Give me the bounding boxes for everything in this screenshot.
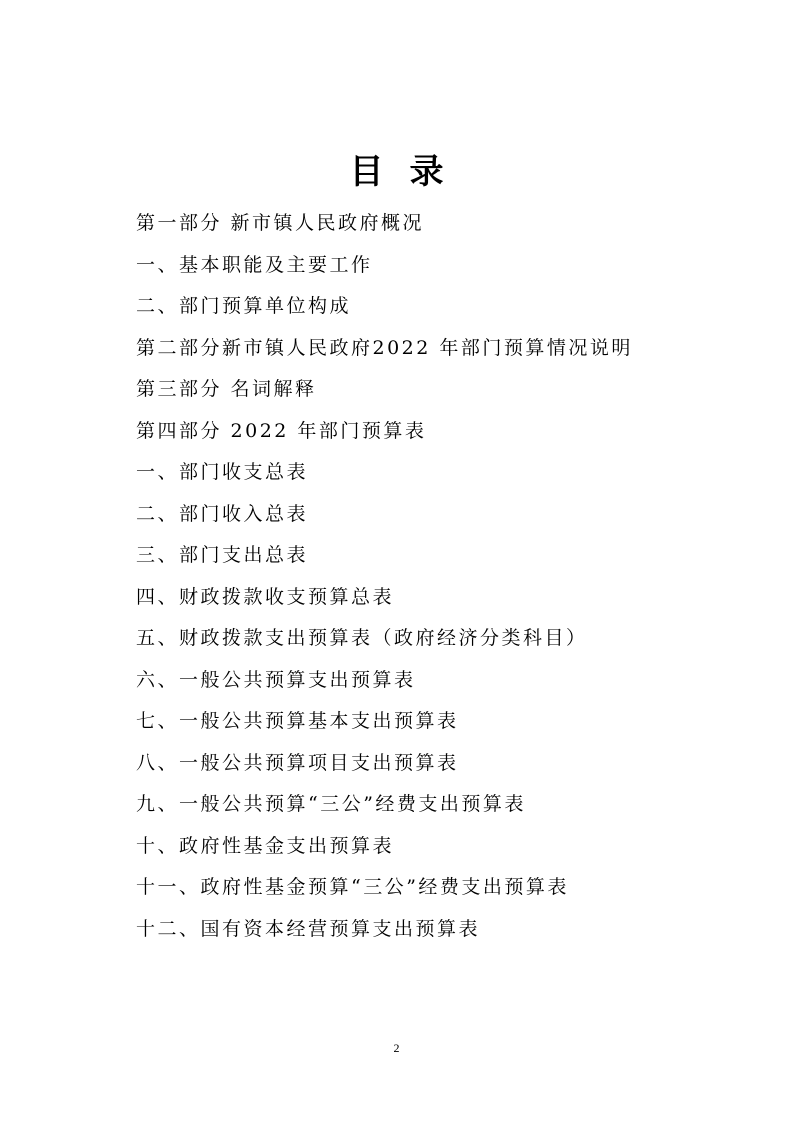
toc-entry: 五、财政拨款支出预算表（政府经济分类科目） bbox=[136, 627, 588, 649]
toc-entry: 第一部分 新市镇人民政府概况 bbox=[136, 212, 425, 234]
toc-entry: 第四部分 2022 年部门预算表 bbox=[136, 419, 427, 442]
page-title: 目录 bbox=[349, 152, 470, 192]
toc-entry: 二、部门收入总表 bbox=[136, 502, 309, 525]
toc-entry: 一、基本职能及主要工作 bbox=[136, 253, 373, 276]
toc-entry: 一、部门收支总表 bbox=[136, 461, 309, 483]
toc-entry: 四、财政拨款收支预算总表 bbox=[136, 585, 395, 608]
toc-entry: 十二、国有资本经营预算支出预算表 bbox=[136, 917, 481, 940]
toc-entry: 十一、政府性基金预算“三公”经费支出预算表 bbox=[136, 876, 569, 898]
toc-entry: 七、一般公共预算基本支出预算表 bbox=[136, 710, 459, 732]
toc-entry: 九、一般公共预算“三公”经费支出预算表 bbox=[136, 793, 526, 815]
toc-entry: 三、部门支出总表 bbox=[136, 544, 309, 566]
toc-entry: 八、一般公共预算项目支出预算表 bbox=[136, 751, 459, 774]
toc-entry: 十、政府性基金支出预算表 bbox=[136, 834, 395, 857]
table-of-contents bbox=[136, 203, 696, 950]
page-number: 2 bbox=[393, 1041, 400, 1055]
toc-entry: 第二部分新市镇人民政府2022 年部门预算情况说明 bbox=[136, 336, 633, 359]
toc-entry: 六、一般公共预算支出预算表 bbox=[136, 668, 416, 691]
toc-entry: 第三部分 名词解释 bbox=[136, 378, 317, 400]
toc-entry: 二、部门预算单位构成 bbox=[136, 295, 352, 317]
